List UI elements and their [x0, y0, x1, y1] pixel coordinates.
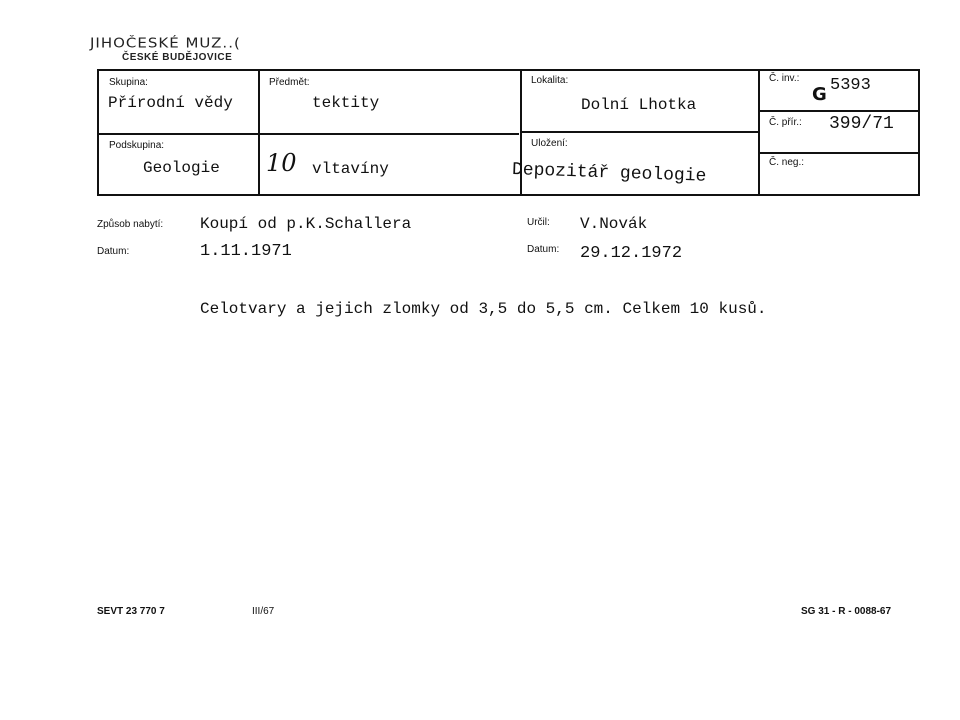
lokalita-value: Dolní Lhotka [581, 96, 697, 114]
urcil-value: V.Novák [580, 215, 648, 233]
skupina-label: Skupina: [109, 77, 148, 88]
predmet-value: tektity [312, 94, 380, 112]
podskupina-value: Geologie [143, 159, 220, 177]
cprir-value: 399/71 [829, 114, 894, 134]
zpusob-label: Způsob nabytí: [97, 219, 164, 230]
zpusob-value: Koupí od p.K.Schallera [200, 215, 412, 233]
ulozeni-value: Depozitář geologie [511, 160, 707, 187]
institution-city: ČESKÉ BUDĚJOVICE [122, 52, 233, 63]
cinv-label: Č. inv.: [769, 73, 800, 84]
datum2-value: 29.12.1972 [580, 244, 683, 263]
predmet-label: Předmět: [269, 77, 310, 88]
cinv-prefix: G [812, 84, 827, 105]
ulozeni-label: Uložení: [531, 138, 568, 149]
institution-name: JIHOČESKÉ MUZ..( [90, 34, 241, 52]
datum-value: 1.11.1971 [200, 242, 292, 261]
grid-divider [758, 71, 760, 195]
urcil-label: Určil: [527, 217, 550, 228]
cinv-value: 5393 [830, 76, 871, 95]
footer-left: SEVT 23 770 7 [97, 606, 165, 617]
podskupina-label: Podskupina: [109, 140, 165, 151]
subject-detail: vltavíny [312, 160, 389, 178]
footer-right: SG 31 - R - 0088-67 [801, 606, 892, 617]
lokalita-label: Lokalita: [531, 75, 569, 86]
datum-label: Datum: [97, 246, 130, 257]
grid-divider [99, 133, 519, 135]
skupina-value: Přírodní vědy [108, 94, 233, 112]
grid-divider [759, 152, 919, 154]
subject-count: 10 [266, 149, 297, 177]
grid-divider [521, 131, 758, 133]
description-text: Celotvary a jejich zlomky od 3,5 do 5,5 cm. Celkem 10 kusů. [200, 300, 767, 318]
footer-mid: III/67 [252, 606, 275, 617]
grid-divider [759, 110, 919, 112]
cneg-label: Č. neg.: [769, 157, 805, 168]
datum2-label: Datum: [527, 244, 560, 255]
cprir-label: Č. přír.: [769, 117, 802, 128]
